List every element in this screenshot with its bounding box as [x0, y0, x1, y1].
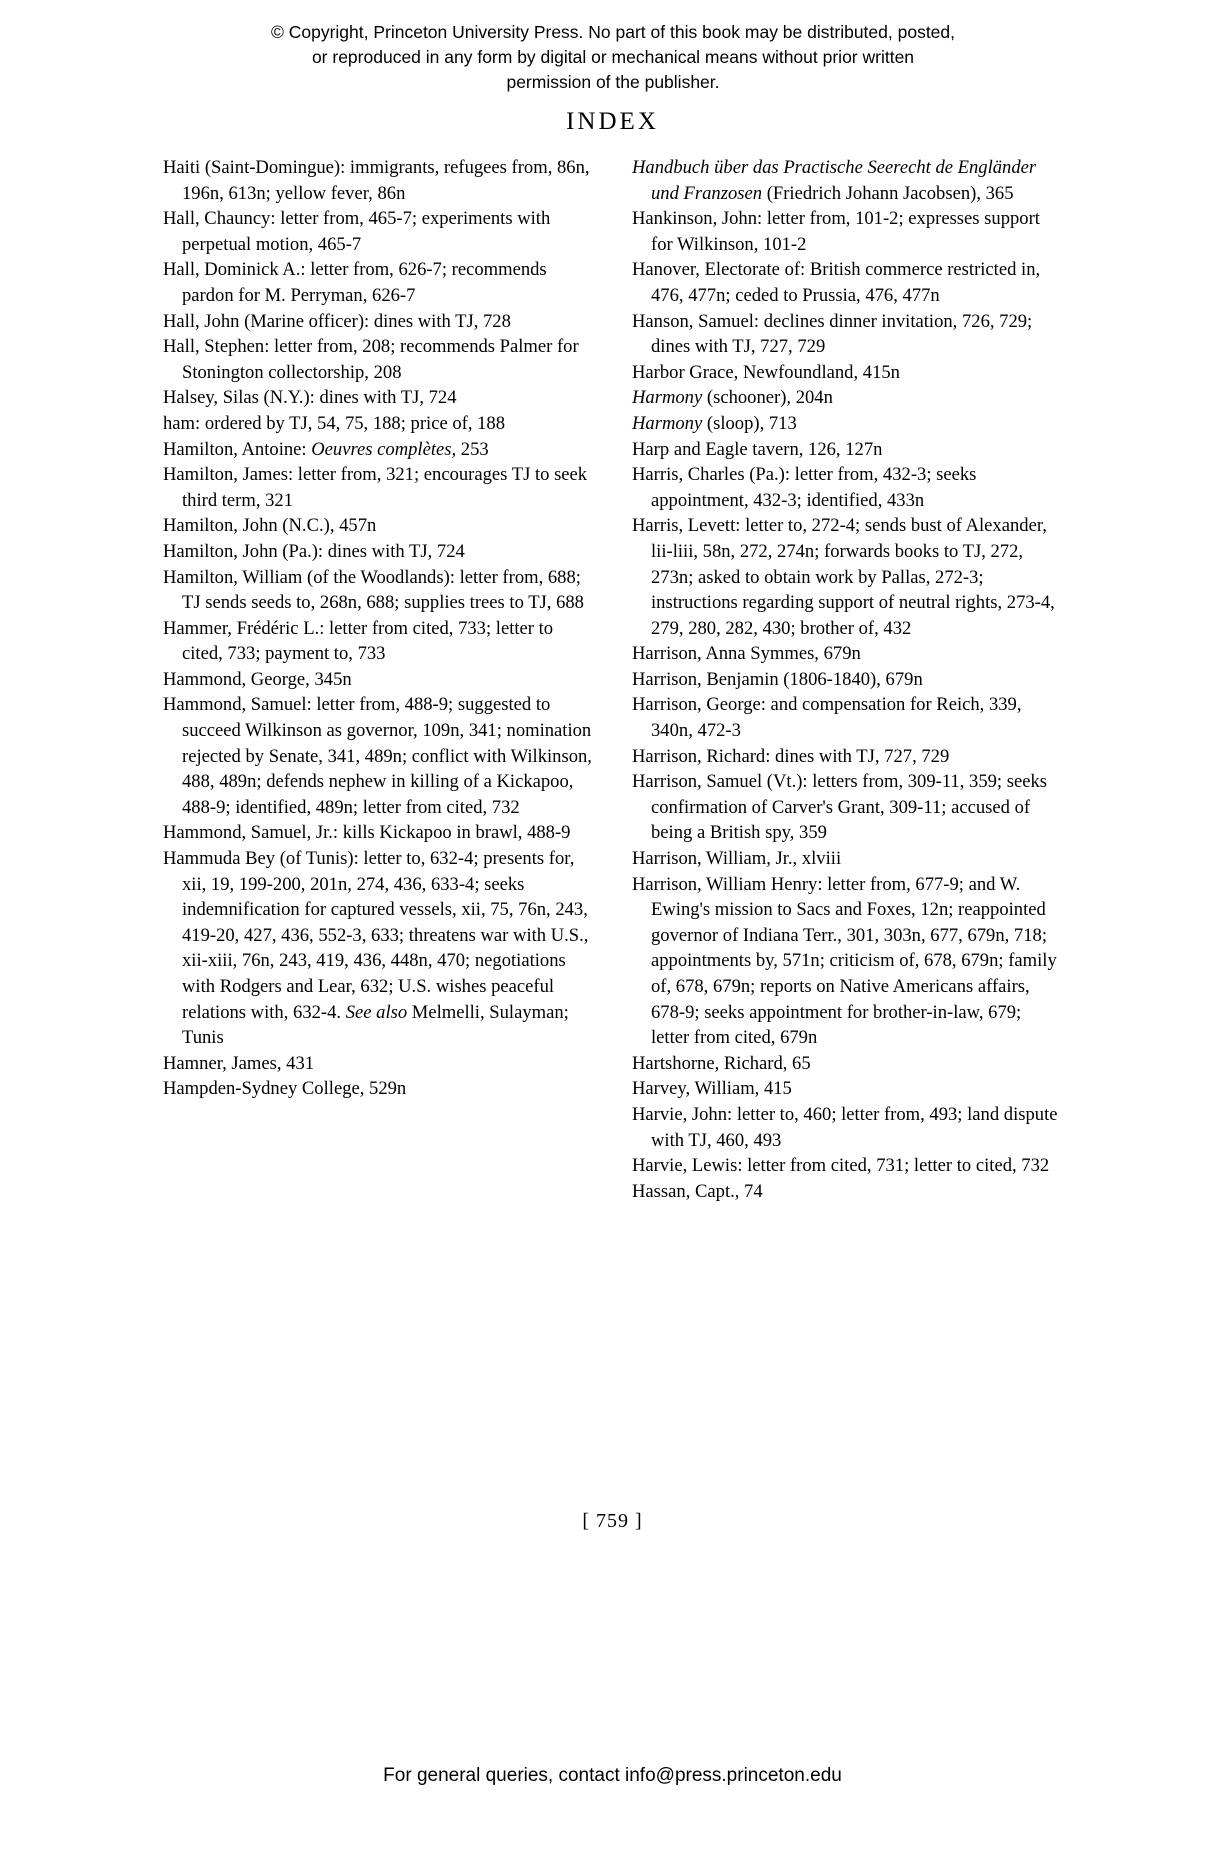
- index-entry: Hamner, James, 431: [163, 1052, 315, 1074]
- index-entry: Hankinson, John: letter from, 101-2; expresses support for Wilkinson, 101-2: [632, 208, 1040, 255]
- page-number: [ 759 ]: [582, 1510, 643, 1532]
- index-entry: Hammond, Samuel: letter from, 488-9; suggested to succeed Wilkinson as governor, 109n, 341; nomination rejected by Senate, 341, 489n; conflict with Wilkinson, 488, 489n; defends nephew in killing of a Kickapoo, 488-9; identified, 489n; letter from cited, 732: [163, 694, 592, 818]
- index-entry: Haiti (Saint-Domingue): immigrants, refugees from, 86n, 196n, 613n; yellow fever, 86n: [163, 157, 590, 204]
- index-entry: Harrison, Samuel (Vt.): letters from, 309-11, 359; seeks confirmation of Carver's Grant, 309-11; accused of being a British spy, 359: [632, 771, 1047, 844]
- index-entry: Hamilton, William (of the Woodlands): letter from, 688; TJ sends seeds to, 268n, 688; supplies trees to TJ, 688: [163, 566, 584, 614]
- index-entry: ham: ordered by TJ, 54, 75, 188; price of, 188: [163, 412, 506, 434]
- index-entry: Hamilton, James: letter from, 321; encourages TJ to seek third term, 321: [163, 464, 588, 511]
- index-entry: Hammer, Frédéric L.: letter from cited, 733; letter to cited, 733; payment to, 733: [163, 617, 554, 665]
- footer-contact: For general queries, contact info@press.princeton.edu: [383, 1765, 842, 1786]
- index-entry: Hall, Dominick A.: letter from, 626-7; recommends pardon for M. Perryman, 626-7: [163, 259, 547, 306]
- index-entry: Harbor Grace, Newfoundland, 415n: [632, 361, 900, 383]
- index-entry: Hammuda Bey (of Tunis): letter to, 632-4; presents for, xii, 19, 199-200, 201n, 274, 436, 633-4; seeks indemnification for captured vessels, xii, 75, 76n, 243, 419-20, 427, 436, 552-3, 633; threatens war with U.S., xii-xiii, 76n, 243, 419, 436, 448n, 470; negotiations with Rodgers and Lear, 632; U.S. wishes peaceful relations with, 632-4. See also Melmelli, Sulayman; Tunis: [163, 848, 589, 1049]
- index-entry: Hall, Chauncy: letter from, 465-7; experiments with perpetual motion, 465-7: [163, 208, 551, 255]
- index-entry: Hanover, Electorate of: British commerce restricted in, 476, 477n; ceded to Prussia, 476, 477n: [632, 259, 1041, 306]
- index-columns: [163, 155, 1063, 1204]
- index-entry: Hammond, Samuel, Jr.: kills Kickapoo in brawl, 488-9: [163, 822, 571, 844]
- index-entry: Harris, Levett: letter to, 272-4; sends bust of Alexander, lii-liii, 58n, 272, 274n; forwards books to TJ, 272, 273n; asked to obtain work by Pallas, 272-3; instructions regarding support of neutral rights, 273-4, 279, 280, 282, 430; brother of, 432: [632, 515, 1055, 639]
- index-entry: Hampden-Sydney College, 529n: [163, 1078, 407, 1100]
- index-entry: Hartshorne, Richard, 65: [632, 1052, 811, 1074]
- index-entry: Harris, Charles (Pa.): letter from, 432-3; seeks appointment, 432-3; identified, 433n: [632, 464, 977, 511]
- index-entry: Harp and Eagle tavern, 126, 127n: [632, 438, 883, 460]
- index-entry: Harrison, William Henry: letter from, 677-9; and W. Ewing's mission to Sacs and Foxes, 12n; reappointed governor of Indiana Terr., 301, 303n, 677, 679n, 718; appointments by, 571n; criticism of, 678, 679n; family of, 678, 679n; reports on Native Americans affairs, 678-9; seeks appointment for brother-in-law, 679; letter from cited, 679n: [632, 873, 1057, 1049]
- index-entry: Hanson, Samuel: declines dinner invitation, 726, 729; dines with TJ, 727, 729: [632, 310, 1033, 358]
- index-entry: Hamilton, John (N.C.), 457n: [163, 515, 377, 537]
- index-entry: Hassan, Capt., 74: [632, 1180, 763, 1202]
- index-entry: Harrison, George: and compensation for Reich, 339, 340n, 472-3: [632, 694, 1022, 742]
- page-title: INDEX: [566, 108, 659, 135]
- index-entry: Harmony (sloop), 713: [632, 412, 797, 434]
- index-entry: Hammond, George, 345n: [163, 668, 352, 690]
- index-entry: Hall, John (Marine officer): dines with TJ, 728: [163, 310, 511, 332]
- index-column-right: [632, 155, 1062, 1204]
- index-entry: Harvey, William, 415: [632, 1078, 792, 1100]
- index-entry: Harvie, Lewis: letter from cited, 731; letter to cited, 732: [632, 1155, 1050, 1177]
- index-entry: Hamilton, John (Pa.): dines with TJ, 724: [163, 540, 465, 562]
- index-entry: Harrison, Richard: dines with TJ, 727, 729: [632, 745, 950, 767]
- index-entry: Harvie, John: letter to, 460; letter from, 493; land dispute with TJ, 460, 493: [632, 1103, 1058, 1151]
- index-entry: Harrison, Anna Symmes, 679n: [632, 643, 861, 665]
- index-entry: Harrison, Benjamin (1806-1840), 679n: [632, 668, 923, 690]
- index-column-left: [163, 155, 593, 1204]
- index-entry: Halsey, Silas (N.Y.): dines with TJ, 724: [163, 387, 457, 409]
- index-entry: Harrison, William, Jr., xlviii: [632, 848, 842, 870]
- index-entry: Hamilton, Antoine: Oeuvres complètes, 253: [163, 438, 489, 460]
- index-entry: Handbuch über das Practische Seerecht de Engländer und Franzosen (Friedrich Johann Jacobsen), 365: [632, 157, 1037, 204]
- index-entry: Harmony (schooner), 204n: [632, 387, 833, 409]
- copyright-notice: © Copyright, Princeton University Press. No part of this book may be distributed, posted, or reproduced in any form by digital or mechanical means without prior written permission of the publisher.: [270, 22, 956, 92]
- index-entry: Hall, Stephen: letter from, 208; recommends Palmer for Stonington collectorship, 208: [163, 336, 579, 383]
